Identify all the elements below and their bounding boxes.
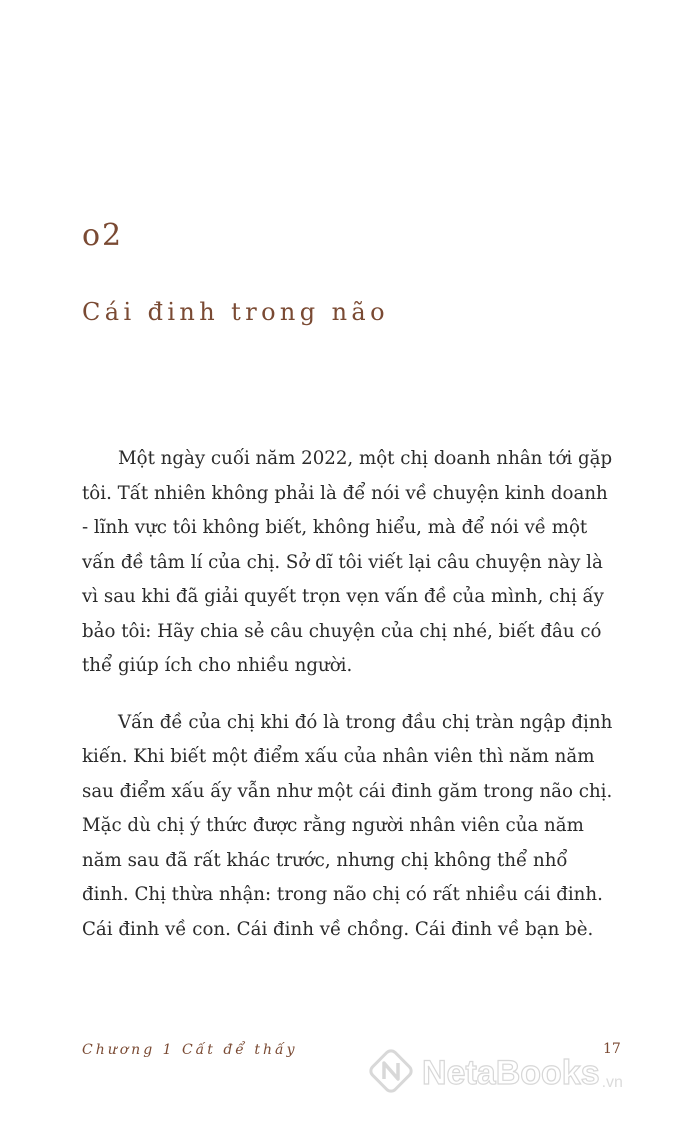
netabooks-logo-icon (368, 1048, 414, 1098)
paragraph: Vấn đề của chị khi đó là trong đầu chị tràn ngập định kiến. Khi biết một điểm xấu của nhân viên thì năm năm sau điểm xấu ấy vẫn như một cái đinh găm trong não chị. Mặc dù chị ý thức được rằng người nhân viên của năm năm sau đã rất khác trước, nhưng chị không thể nhổ đinh. Chị thừa nhận: trong não chị có rất nhiều cái đinh. Cái đinh về con. Cái đinh về chồng. Cái đinh về bạn bè. (82, 711, 613, 940)
chapter-title: Cái đinh trong não (82, 298, 389, 326)
watermark-brand: NetaBooks (422, 1053, 600, 1092)
running-head: Chương 1 Cất để thấy (82, 1042, 298, 1058)
watermark-suffix: .vn (601, 1074, 623, 1091)
page-number: 17 (603, 1041, 621, 1057)
watermark (368, 1048, 623, 1098)
chapter-number: o2 (82, 218, 124, 253)
paragraph: Một ngày cuối năm 2022, một chị doanh nhân tới gặp tôi. Tất nhiên không phải là để nói về chuyện kinh doanh - lĩnh vực tôi không biết, không hiểu, mà để nói về một vấn đề tâm lí của chị. Sở dĩ tôi viết lại câu chuyện này là vì sau khi đã giải quyết trọn vẹn vấn đề của mình, chị ấy bảo tôi: Hãy chia sẻ câu chuyện của chị nhé, biết đâu có thể giúp ích cho nhiều người. (82, 448, 613, 676)
body-text (82, 442, 618, 969)
